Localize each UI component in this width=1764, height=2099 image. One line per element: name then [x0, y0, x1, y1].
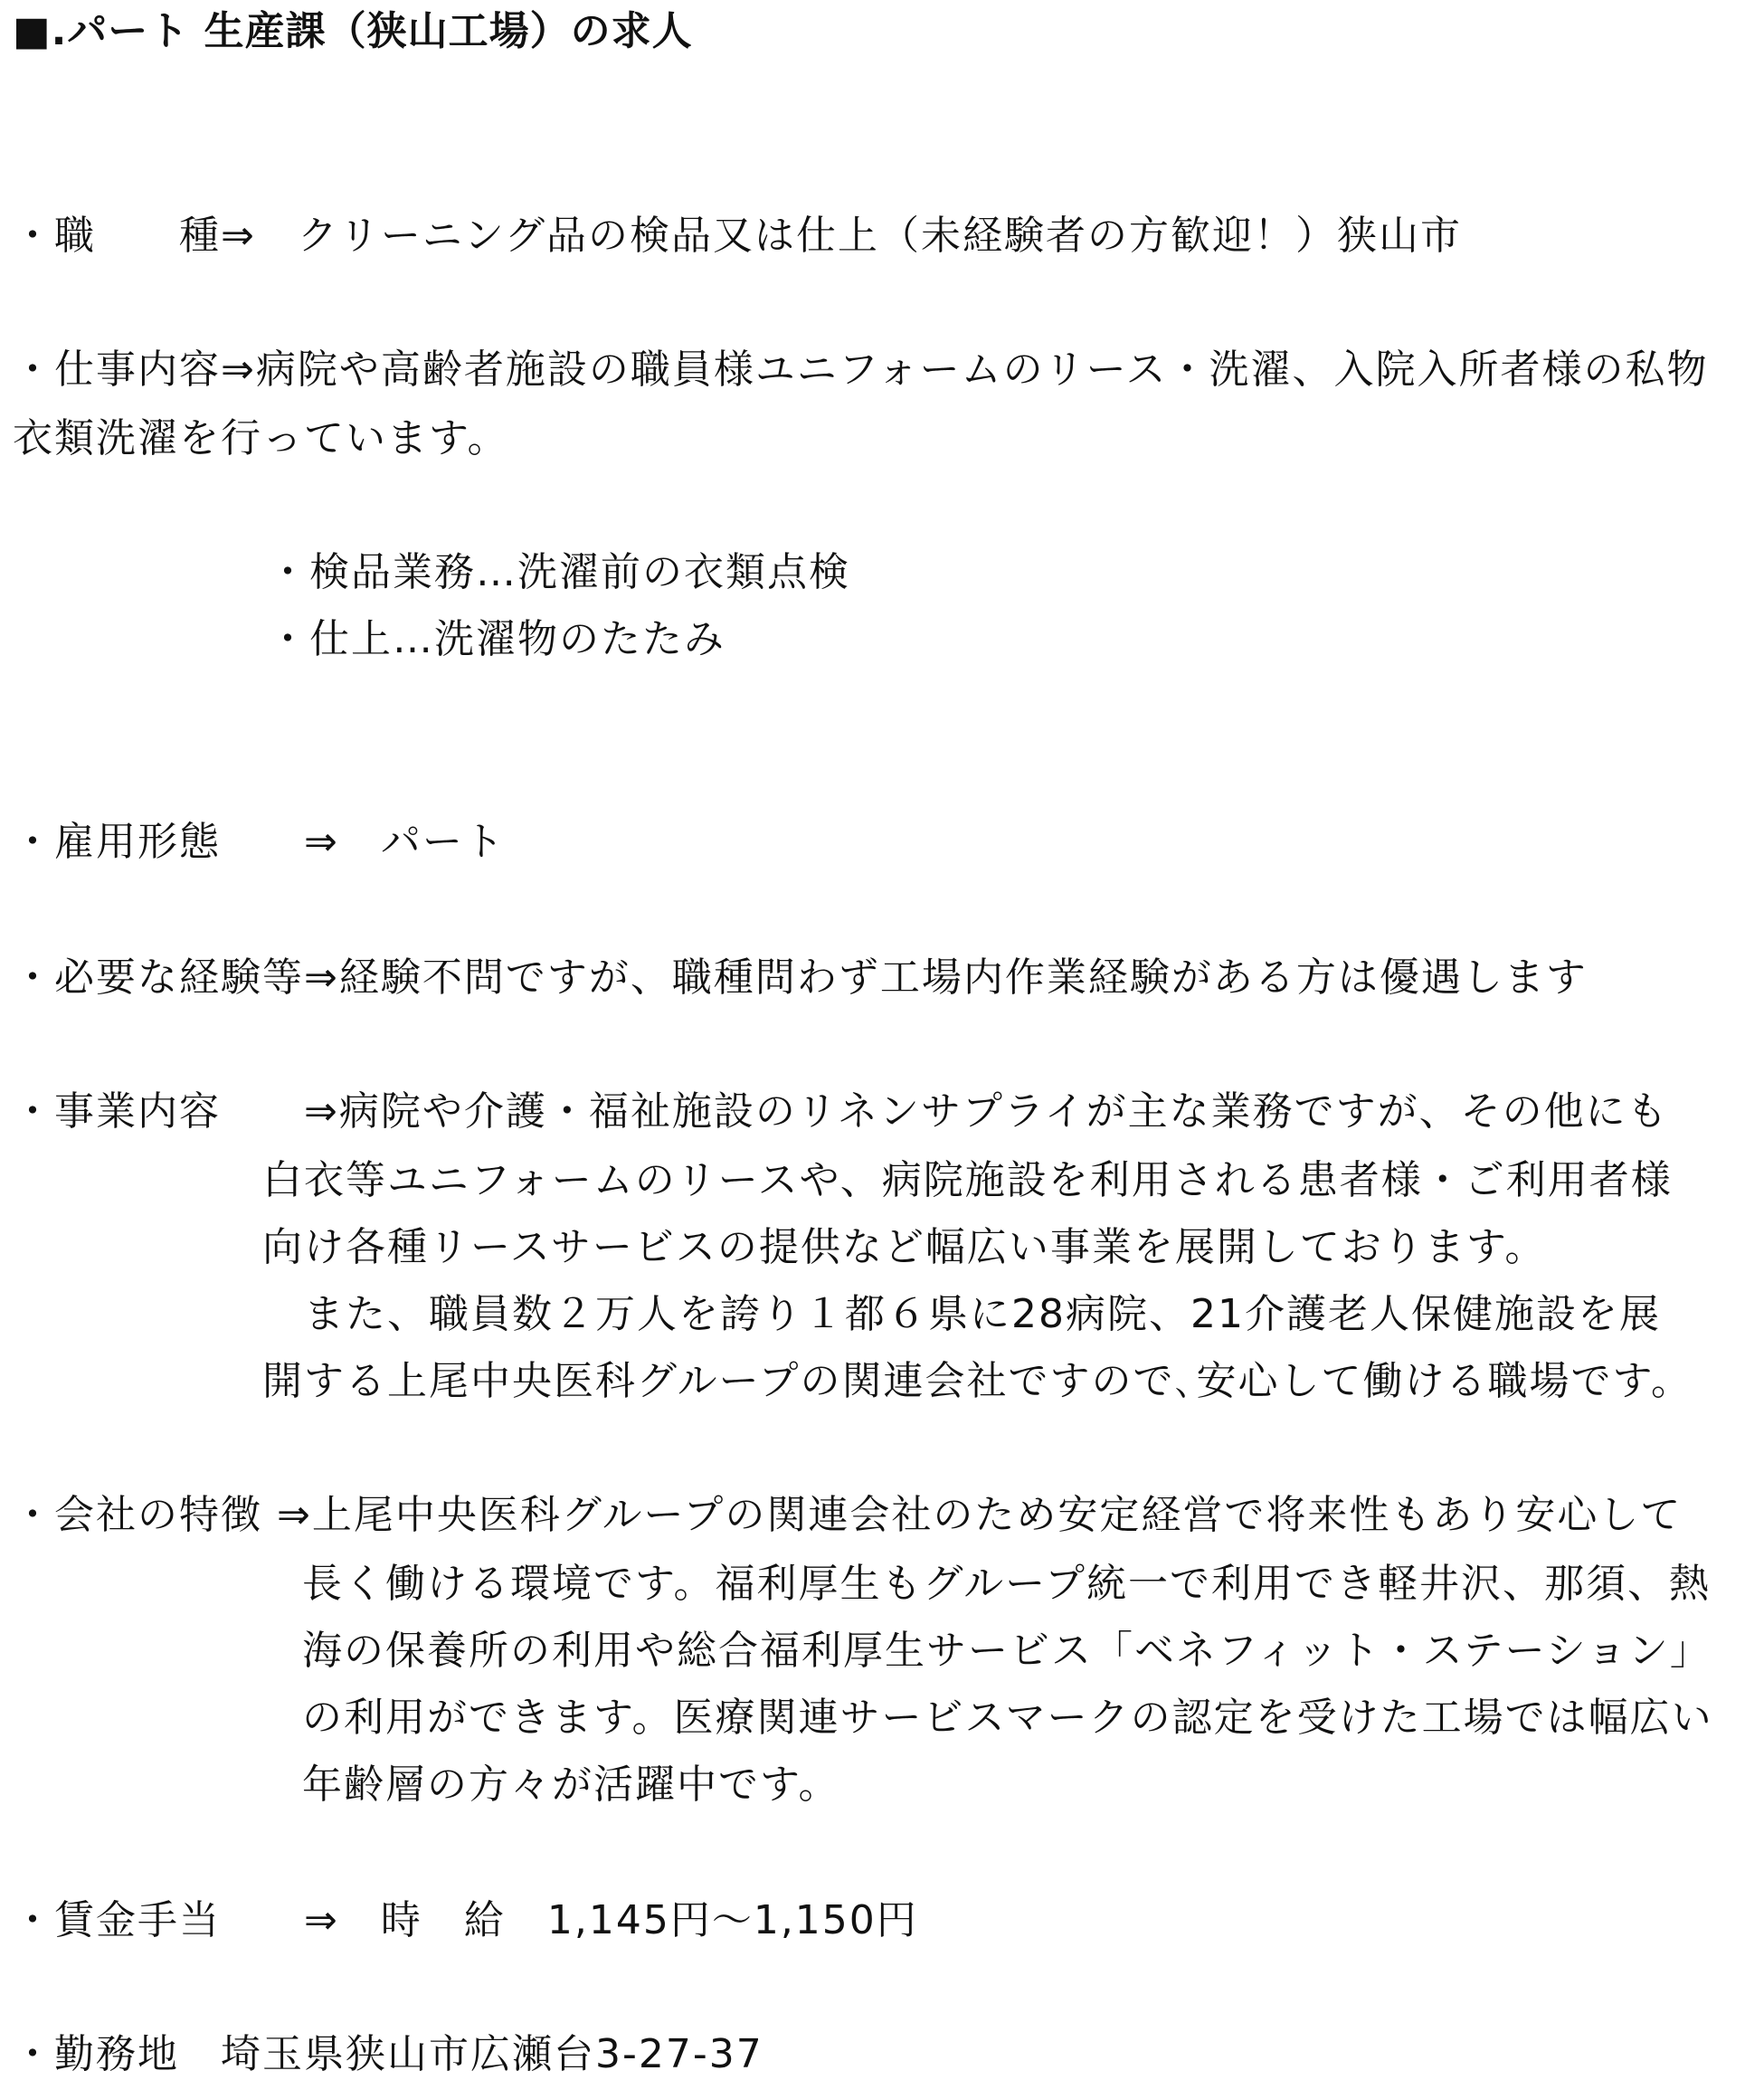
- work-location-line: ・勤務地 埼玉県狭山市広瀬台3-27-37: [13, 2031, 763, 2077]
- employment-type-line: ・雇用形態 ⇒ パート: [13, 819, 506, 865]
- business-content-line-3: 向け各種リースサービスの提供など幅広い事業を展開しております。: [262, 1224, 1547, 1270]
- company-features-line-3: 海の保養所の利用や総合福利厚生サービス「ベネフィット・ステーション」: [302, 1628, 1712, 1674]
- business-content-line-1: ・事業内容 ⇒病院や介護・福祉施設のリネンサプライが主な業務ですが、その他にも: [13, 1088, 1669, 1135]
- job-content-line-1: ・仕事内容⇒病院や高齢者施設の職員様ユニフォームのリース・洗濯、入院入所者様の私物: [13, 347, 1709, 393]
- company-features-line-5: 年齢層の方々が活躍中です。: [302, 1762, 840, 1808]
- business-content-line-4: また、職員数２万人を誇り１都６県に28病院、21介護老人保健施設を展: [262, 1291, 1661, 1337]
- wage-line: ・賃金手当 ⇒ 時 給 1,145円～1,150円: [13, 1897, 918, 1943]
- company-features-line-2: 長く働ける環境です。福利厚生もグループ統一で利用でき軽井沢、那須、熱: [302, 1561, 1711, 1607]
- business-content-line-5: 開する上尾中央医科グループの関連会社ですので､安心して働ける職場です。: [262, 1358, 1693, 1404]
- task-item-inspection: ・検品業務…洗濯前の衣類点検: [268, 549, 850, 595]
- job-type-line: ・職 種⇒ クリーニング品の検品又は仕上（未経験者の方歓迎！）狭山市: [13, 213, 1462, 259]
- job-content-line-2: 衣類洗濯を行っています。: [13, 415, 509, 461]
- company-features-line-1: ・会社の特徴 ⇒上尾中央医科グループの関連会社のため安定経営で将来性もあり安心して: [13, 1492, 1683, 1538]
- business-content-line-2: 白衣等ユニフォームのリースや、病院施設を利用される患者様・ご利用者様: [262, 1157, 1673, 1203]
- company-features-line-4: の利用ができます。医療関連サービスマークの認定を受けた工場では幅広い: [302, 1695, 1713, 1741]
- required-experience-line: ・必要な経験等⇒経験不問ですが、職種問わず工場内作業経験がある方は優遇します: [13, 955, 1588, 1001]
- page-title: ■.パート 生産課（狭山工場）の求人: [13, 8, 693, 54]
- task-item-finishing: ・仕上…洗濯物のたたみ: [268, 616, 726, 662]
